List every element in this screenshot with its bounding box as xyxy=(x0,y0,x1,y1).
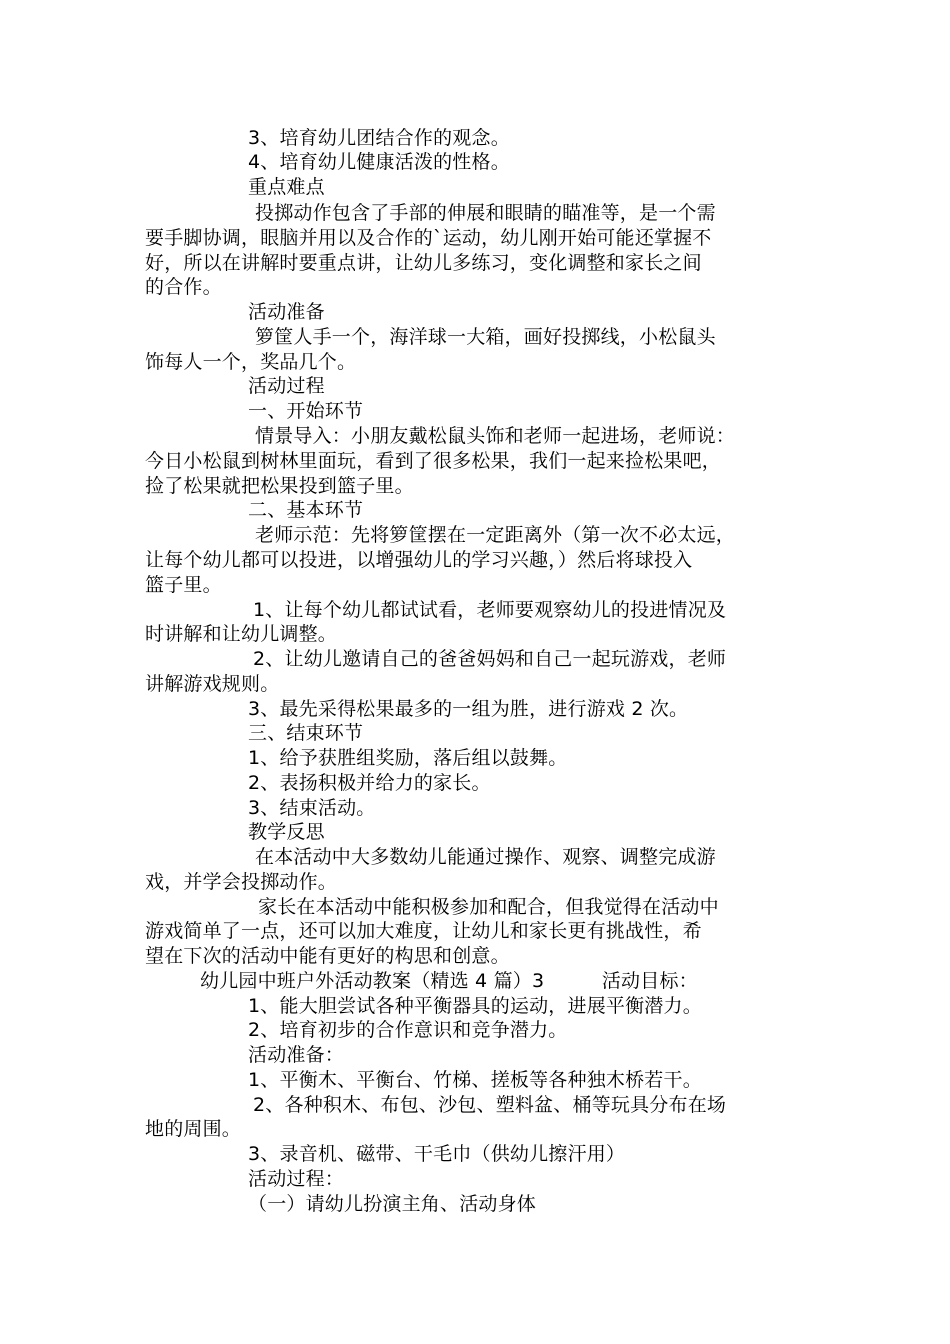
text-line: 箩筐人手一个，海洋球一大箱，画好投掷线，小松鼠头 xyxy=(255,326,716,348)
text-line: 时讲解和让幼儿调整。 xyxy=(145,623,338,645)
text-line: 投掷动作包含了手部的伸展和眼睛的瞄准等，是一个需 xyxy=(255,202,716,224)
text-line: 在本活动中大多数幼儿能通过操作、观察、调整完成游 xyxy=(255,846,716,868)
text-line: 戏，并学会投掷动作。 xyxy=(145,871,338,893)
text-line: 饰每人一个，奖品几个。 xyxy=(145,351,357,373)
subsection-heading: 三、结束环节 xyxy=(248,722,364,744)
subsection-heading: （一）请幼儿扮演主角、活动身体 xyxy=(248,1193,537,1215)
subsection-heading: 一、开始环节 xyxy=(248,400,364,422)
text-line: 捡了松果就把松果投到篮子里。 xyxy=(145,475,414,497)
text-line: 望在下次的活动中能有更好的构思和创意。 xyxy=(145,945,510,967)
section-heading: 活动过程 xyxy=(248,375,325,397)
text-line: 情景导入：小朋友戴松鼠头饰和老师一起进场，老师说： xyxy=(255,425,736,447)
text-line: 3、最先采得松果最多的一组为胜，进行游戏 2 次。 xyxy=(248,698,689,720)
text-line: 1、平衡木、平衡台、竹梯、搓板等各种独木桥若干。 xyxy=(248,1069,702,1091)
text-line: 游戏简单了一点，还可以加大难度，让幼儿和家长更有挑战性，希 xyxy=(145,920,702,942)
text-line: 地的周围。 xyxy=(145,1118,242,1140)
text-line: 让每个幼儿都可以投进，以增强幼儿的学习兴趣，）然后将球投入 xyxy=(145,549,693,571)
text-line: 的合作。 xyxy=(145,276,222,298)
text-line: 讲解游戏规则。 xyxy=(145,673,280,695)
text-line: 家长在本活动中能积极参加和配合，但我觉得在活动中 xyxy=(258,896,719,918)
text-line: 今日小松鼠到树林里面玩，看到了很多松果，我们一起来捡松果吧， xyxy=(145,450,722,472)
text-line: 好，所以在讲解时要重点讲，让幼儿多练习，变化调整和家长之间 xyxy=(145,252,702,274)
text-line: 要手脚协调，眼脑并用以及合作的`运动，幼儿刚开始可能还掌握不 xyxy=(145,227,712,249)
text-line: 2、表扬积极并给力的家长。 xyxy=(248,772,491,794)
text-line: 4、培育幼儿健康活泼的性格。 xyxy=(248,151,510,173)
subsection-heading: 二、基本环节 xyxy=(248,499,364,521)
text-line: 1、让每个幼儿都试试看，老师要观察幼儿的投进情况及 xyxy=(253,599,727,621)
section-title: 幼儿园中班户外活动教案（精选 4 篇）3 活动目标： xyxy=(200,970,698,992)
text-line: 2、培育初步的合作意识和竞争潜力。 xyxy=(248,1019,568,1041)
text-line: 老师示范：先将箩筐摆在一定距离外（第一次不必太远， xyxy=(255,524,736,546)
section-heading: 重点难点 xyxy=(248,176,325,198)
text-line: 1、能大胆尝试各种平衡器具的运动，进展平衡潜力。 xyxy=(248,995,702,1017)
text-line: 2、各种积木、布包、沙包、塑料盆、桶等玩具分布在场 xyxy=(253,1094,727,1116)
section-heading: 教学反思 xyxy=(248,821,325,843)
text-line: 3、培育幼儿团结合作的观念。 xyxy=(248,127,510,149)
text-line: 3、录音机、磁带、干毛巾（供幼儿擦汗用） xyxy=(248,1143,626,1165)
section-heading: 活动准备 xyxy=(248,301,325,323)
text-line: 1、给予获胜组奖励，落后组以鼓舞。 xyxy=(248,747,568,769)
section-heading: 活动准备： xyxy=(248,1044,345,1066)
section-heading: 活动过程： xyxy=(248,1168,345,1190)
text-line: 2、让幼儿邀请自己的爸爸妈妈和自己一起玩游戏，老师 xyxy=(253,648,727,670)
text-line: 篮子里。 xyxy=(145,574,222,596)
text-line: 3、结束活动。 xyxy=(248,797,376,819)
